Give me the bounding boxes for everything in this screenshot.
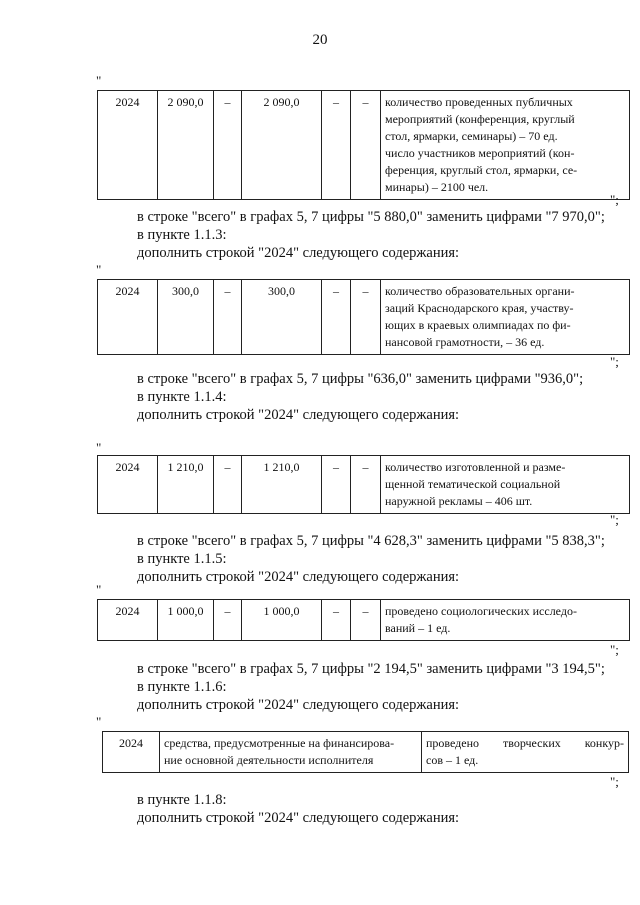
- opening-quote: ": [96, 262, 102, 277]
- year-cell: 2024: [98, 280, 158, 355]
- extra-cell: –: [351, 600, 381, 641]
- federal-cell: –: [214, 280, 242, 355]
- instruction-line: в строке "всего" в графах 5, 7 цифры "4 628,3" заменить цифрами "5 838,3";: [137, 533, 605, 549]
- opening-quote: ": [96, 73, 102, 88]
- indicator-cell: количество изготовленной и разме- щенной тематической социальной наружной рекламы – 406 шт.: [381, 456, 630, 514]
- closing-quote: ";: [610, 192, 619, 207]
- indicator-cell: количество образовательных органи- заций Краснодарского края, участву- ющих в краевых олимпиадах по фи- нансовой грамотности, – 36 ед.: [381, 280, 630, 355]
- instruction-line: дополнить строкой "2024" следующего содержания:: [137, 569, 460, 585]
- extra-cell: –: [351, 91, 381, 200]
- table-row: [97, 90, 630, 200]
- page-number: 20: [312, 32, 328, 48]
- instruction-line: в пункте 1.1.5:: [137, 551, 227, 567]
- instruction-line: в строке "всего" в графах 5, 7 цифры "636,0" заменить цифрами "936,0";: [137, 371, 584, 387]
- year-cell: 2024: [103, 732, 160, 773]
- federal-cell: –: [214, 456, 242, 514]
- opening-quote: ": [96, 582, 102, 597]
- closing-quote: ";: [610, 354, 619, 369]
- local-cell: –: [322, 600, 351, 641]
- local-cell: –: [322, 456, 351, 514]
- instruction-line: дополнить строкой "2024" следующего содержания:: [137, 697, 460, 713]
- instruction-line: в пункте 1.1.6:: [137, 679, 227, 695]
- instruction-line: в пункте 1.1.3:: [137, 227, 227, 243]
- instruction-line: в строке "всего" в графах 5, 7 цифры "5 880,0" заменить цифрами "7 970,0";: [137, 209, 605, 225]
- instruction-line: дополнить строкой "2024" следующего содержания:: [137, 407, 460, 423]
- federal-cell: –: [214, 91, 242, 200]
- closing-quote: ";: [610, 512, 619, 527]
- instruction-line: в пункте 1.1.8:: [137, 792, 227, 808]
- table-row: [102, 731, 629, 773]
- opening-quote: ": [96, 714, 102, 729]
- indicator-cell: количество проведенных публичных мероприятий (конференция, круглый стол, ярмарки, семинары) – 70 ед. число участников мероприятий (кон- ференция, круглый стол, ярмарки, се- минары) – 2100 чел.: [381, 91, 630, 200]
- regional-cell: 2 090,0: [242, 91, 322, 200]
- regional-cell: 1 210,0: [242, 456, 322, 514]
- year-cell: 2024: [98, 91, 158, 200]
- opening-quote: ": [96, 440, 102, 455]
- instruction-line: в пункте 1.1.4:: [137, 389, 227, 405]
- total-cell: 300,0: [158, 280, 214, 355]
- funding-source-cell: средства, предусмотренные на финансирова- ние основной деятельности исполнителя: [160, 732, 422, 773]
- closing-quote: ";: [610, 642, 619, 657]
- local-cell: –: [322, 280, 351, 355]
- instruction-line: дополнить строкой "2024" следующего содержания:: [137, 245, 460, 261]
- total-cell: 1 000,0: [158, 600, 214, 641]
- instruction-line: дополнить строкой "2024" следующего содержания:: [137, 810, 460, 826]
- extra-cell: –: [351, 456, 381, 514]
- table-row: [97, 599, 630, 641]
- instruction-line: в строке "всего" в графах 5, 7 цифры "2 194,5" заменить цифрами "3 194,5";: [137, 661, 605, 677]
- regional-cell: 1 000,0: [242, 600, 322, 641]
- federal-cell: –: [214, 600, 242, 641]
- year-cell: 2024: [98, 600, 158, 641]
- total-cell: 2 090,0: [158, 91, 214, 200]
- total-cell: 1 210,0: [158, 456, 214, 514]
- regional-cell: 300,0: [242, 280, 322, 355]
- indicator-cell: проведено творческих конкур- сов – 1 ед.: [422, 732, 629, 773]
- extra-cell: –: [351, 280, 381, 355]
- local-cell: –: [322, 91, 351, 200]
- year-cell: 2024: [98, 456, 158, 514]
- table-row: [97, 279, 630, 355]
- indicator-cell: проведено социологических исследо- ваний – 1 ед.: [381, 600, 630, 641]
- table-row: [97, 455, 630, 514]
- closing-quote: ";: [610, 774, 619, 789]
